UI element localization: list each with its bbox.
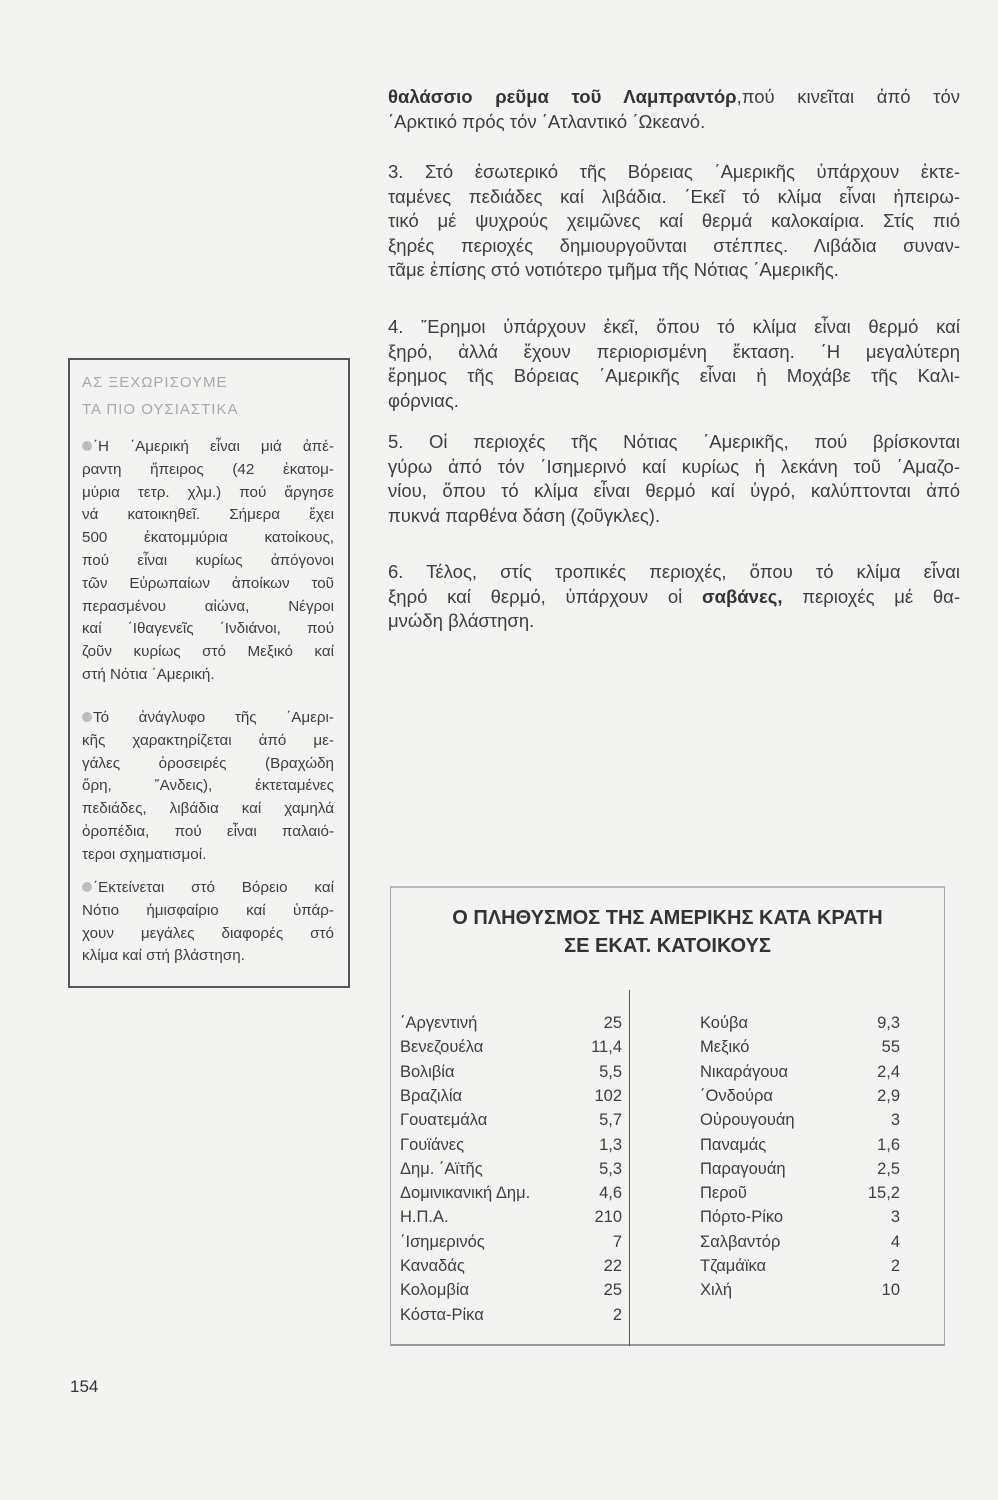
- text-segment: νίου, ὅπου τό κλίμα εἶναι θερμό καί ὑγρό, καλύπτονται ἀπό: [388, 480, 960, 502]
- text-line: [388, 258, 960, 283]
- population-value: 2: [890, 1257, 900, 1275]
- text-line: [82, 707, 334, 730]
- text-segment: ὀροπέδια, πού εἶναι παλαιό-: [82, 822, 334, 840]
- country-name: Δημ. ΄Αϊτῆς: [400, 1159, 483, 1178]
- text-line: [388, 585, 960, 610]
- text-segment: ζοῦν κυρίως στό Μεξικό καί: [82, 643, 334, 661]
- text-line: [82, 730, 334, 753]
- population-value: 10: [881, 1281, 900, 1300]
- country-name: Τζαμάϊκα: [700, 1257, 767, 1275]
- text-segment: ,πού κινεῖται ἀπό τόν: [736, 86, 960, 107]
- table-row: [400, 1306, 622, 1330]
- paragraph: [388, 430, 960, 528]
- text-segment: 5. Οἱ περιοχές τῆς Νότιας ΄Αμερικῆς, πού βρίσκονται: [388, 431, 960, 452]
- population-value: 4,6: [599, 1184, 622, 1203]
- population-value: 9,3: [877, 1014, 900, 1032]
- summary-point: [82, 877, 334, 968]
- table-row: [700, 1257, 900, 1281]
- country-name: Πόρτο-Ρίκο: [700, 1208, 784, 1227]
- population-value: 5,3: [599, 1159, 622, 1178]
- country-name: ΄Ισημερινός: [400, 1232, 485, 1251]
- text-line: [388, 340, 960, 365]
- population-value: 2: [612, 1305, 622, 1324]
- population-value: 25: [603, 1014, 622, 1032]
- table-row: [700, 1233, 900, 1257]
- text-line: [388, 455, 960, 480]
- text-segment: ΄Η ΄Αμερική εἶναι μιά ἀπέ-: [93, 438, 334, 455]
- table-row: [700, 1160, 900, 1184]
- table-title-line-1: Ο ΠΛΗΘΥΣΜΟΣ ΤΗΣ ΑΜΕΡΙΚΗΣ ΚΑΤΑ ΚΡΑΤΗ: [452, 907, 883, 929]
- population-value: 1,6: [877, 1135, 900, 1154]
- table-row: [700, 1281, 900, 1305]
- table-row: [700, 1111, 900, 1135]
- table-row: [400, 1087, 622, 1111]
- text-segment: μνώδη βλάστηση.: [388, 610, 535, 632]
- text-segment: ΄Αρκτικό πρός τόν ΄Ατλαντικό ΄Ωκεανό.: [388, 110, 706, 132]
- country-name: Μεξικό: [700, 1038, 750, 1057]
- table-row: [700, 1014, 900, 1038]
- text-segment: ξηρό, ἀλλά ἔχουν περιορισμένη ἔκταση. ΄Η μεγαλύτερη: [388, 340, 960, 362]
- country-name: Δομινικανική Δημ.: [400, 1184, 531, 1203]
- text-line: [388, 160, 960, 185]
- table-row: [700, 1184, 900, 1208]
- text-line: [388, 85, 960, 110]
- text-segment: γύρω ἀπό τόν ΄Ισημερινό καί κυρίως ἡ λεκάνη τοῦ ΄Αμαζο-: [388, 455, 960, 477]
- country-name: Βολιβία: [400, 1062, 455, 1081]
- table-row: [400, 1014, 622, 1038]
- text-line: [82, 482, 334, 505]
- text-segment: γάλες ὀροσειρές (Βραχώδη: [82, 754, 334, 772]
- table-row: [700, 1208, 900, 1232]
- population-value: 7: [612, 1232, 622, 1251]
- text-segment: μύρια τετρ. χλμ.) πού ἄργησε: [82, 483, 334, 501]
- text-line: [388, 504, 960, 529]
- text-line: [82, 664, 334, 687]
- text-segment: ΄Εκτείνεται στό Βόρειο καί: [93, 879, 334, 896]
- paragraph: [388, 160, 960, 283]
- table-row: [400, 1136, 622, 1160]
- population-value: 25: [603, 1281, 622, 1300]
- country-name: Σαλβαντόρ: [700, 1232, 781, 1251]
- country-name: Καναδάς: [400, 1257, 465, 1275]
- country-name: Η.Π.Α.: [400, 1208, 449, 1227]
- country-name: ΄Ονδούρα: [700, 1086, 773, 1105]
- country-name: Γουϊάνες: [400, 1135, 465, 1154]
- population-value: 55: [881, 1038, 900, 1057]
- country-name: Οὐρουγουάη: [700, 1111, 795, 1130]
- table-row: [400, 1160, 622, 1184]
- paragraph: [388, 85, 960, 134]
- text-segment: κῆς χαρακτηρίζεται ἀπό με-: [82, 731, 334, 749]
- population-value: 3: [890, 1111, 900, 1130]
- text-segment: νά κατοικηθεῖ. Σήμερα ἔχει: [82, 506, 334, 524]
- text-segment: ἔρημος τῆς Βόρειας ΄Αμερικῆς εἶναι ἡ Μοχάβε τῆς Καλι-: [388, 365, 960, 387]
- population-value: 1,3: [599, 1135, 622, 1154]
- text-segment: τικό μέ ψυχρούς χειμῶνες καί θερμά καλοκαίρια. Στίς πιό: [388, 210, 960, 232]
- text-line: [82, 775, 334, 798]
- paragraph: [388, 560, 960, 634]
- text-line: [82, 945, 334, 968]
- summary-heading-line-1: ΑΣ ΞΕΧΩΡΙΣΟΥΜΕ: [82, 374, 228, 391]
- text-line: [388, 430, 960, 455]
- text-line: [82, 596, 334, 619]
- text-line: [82, 504, 334, 527]
- country-name: Κόστα-Ρίκα: [400, 1305, 484, 1324]
- table-row: [700, 1063, 900, 1087]
- text-segment: πού εἶναι κυρίως ἀπόγονοι: [82, 551, 334, 569]
- text-line: [82, 573, 334, 596]
- text-line: [388, 110, 960, 135]
- table-row: [700, 1087, 900, 1111]
- country-name: Βραζιλία: [400, 1086, 463, 1105]
- table-row: [700, 1136, 900, 1160]
- text-line: [82, 821, 334, 844]
- country-name: Βενεζουέλα: [400, 1038, 484, 1057]
- text-segment: 500 ἑκατομμύρια κατοίκους,: [82, 529, 334, 547]
- population-value: 3: [890, 1208, 900, 1227]
- text-line: [82, 641, 334, 664]
- text-segment: Τό ἀνάγλυφο τῆς ΄Αμερι-: [93, 709, 334, 726]
- population-value: 22: [603, 1257, 622, 1275]
- table-row: [400, 1038, 622, 1062]
- text-segment: 6. Τέλος, στίς τροπικές περιοχές, ὅπου τό κλίμα εἶναι: [388, 561, 960, 582]
- text-line: [82, 618, 334, 641]
- text-segment: κλίμα καί στή βλάστηση.: [82, 947, 245, 965]
- text-segment: Νότιο ἡμισφαίριο καί ὑπάρ-: [82, 901, 334, 919]
- country-name: Κολομβία: [400, 1281, 470, 1300]
- text-segment: πυκνά παρθένα δάση (ζοῦγκλες).: [388, 504, 661, 526]
- text-segment: τᾶμε ἐπίσης στό νοτιότερο τμῆμα τῆς Νότιας ΄Αμερικῆς.: [388, 259, 839, 281]
- table-row: [700, 1038, 900, 1062]
- text-segment: τῶν Εὐρωπαίων ἀποίκων τοῦ: [82, 574, 334, 592]
- text-line: [82, 844, 334, 867]
- population-value: 210: [594, 1208, 622, 1227]
- text-line: [82, 459, 334, 482]
- country-name: Κούβα: [700, 1014, 749, 1032]
- country-name: Παραγουάη: [700, 1159, 786, 1178]
- bullet-icon: [82, 712, 92, 722]
- table-column-divider: [629, 990, 630, 1346]
- table-row: [400, 1257, 622, 1281]
- text-segment: περασμένου αἰώνα, Νέγροι: [82, 597, 334, 615]
- population-value: 15,2: [867, 1184, 900, 1203]
- text-line: [82, 877, 334, 900]
- text-line: [388, 364, 960, 389]
- bullet-icon: [82, 441, 92, 451]
- population-value: 11,4: [591, 1038, 622, 1057]
- country-name: ΄Αργεντινή: [400, 1014, 478, 1032]
- text-line: [388, 234, 960, 259]
- text-segment: φόρνιας.: [388, 389, 459, 411]
- text-segment: 4. ῎Ερημοι ὑπάρχουν ἐκεῖ, ὅπου τό κλίμα εἶναι θερμό καί: [388, 316, 960, 337]
- text-segment: ὄρη, ῎Ανδεις), ἐκτεταμένες: [82, 777, 334, 795]
- text-line: [82, 900, 334, 923]
- table-row: [400, 1208, 622, 1232]
- population-value: 2,4: [877, 1062, 900, 1081]
- table-row: [400, 1111, 622, 1135]
- summary-point: [82, 436, 334, 687]
- summary-point: [82, 707, 334, 867]
- bold-term: θαλάσσιο ρεῦμα τοῦ Λαμπραντόρ: [388, 86, 737, 107]
- bold-term: σαβάνες,: [701, 585, 783, 607]
- text-line: [388, 389, 960, 414]
- text-segment: στή Νότια ΄Αμερική.: [82, 665, 215, 683]
- text-segment: 3. Στό ἐσωτερικό τῆς Βόρειας ΄Αμερικῆς ὑπάρχουν ἐκτε-: [388, 161, 960, 182]
- population-value: 102: [594, 1086, 622, 1105]
- paragraph: [388, 315, 960, 413]
- population-value: 4: [890, 1232, 900, 1251]
- bullet-icon: [82, 882, 92, 892]
- text-line: [82, 923, 334, 946]
- text-line: [82, 527, 334, 550]
- text-segment: καί ΄Ιθαγενεῖς ΄Ινδιάνοι, πού: [82, 620, 334, 638]
- summary-heading-line-2: ΤΑ ΠΙΟ ΟΥΣΙΑΣΤΙΚΑ: [82, 401, 239, 418]
- table-row: [400, 1063, 622, 1087]
- text-line: [388, 479, 960, 504]
- text-line: [388, 185, 960, 210]
- table-row: [400, 1184, 622, 1208]
- text-segment: περιοχές μέ θα-: [782, 585, 960, 607]
- text-segment: ραντη ἤπειρος (42 ἑκατομ-: [82, 460, 334, 478]
- text-line: [82, 550, 334, 573]
- country-name: Χιλή: [700, 1281, 733, 1300]
- country-name: Περοῦ: [700, 1184, 747, 1203]
- text-line: [388, 315, 960, 340]
- text-segment: χουν μεγάλες διαφορές στό: [82, 924, 334, 942]
- text-line: [82, 436, 334, 459]
- text-line: [388, 209, 960, 234]
- population-value: 2,9: [877, 1086, 900, 1105]
- population-value: 5,5: [599, 1062, 622, 1081]
- table-row: [400, 1233, 622, 1257]
- text-segment: ξηρό καί θερμό, ὑπάρχουν οἱ: [388, 585, 702, 607]
- text-segment: τεροι σχηματισμοί.: [82, 845, 207, 863]
- text-line: [388, 560, 960, 585]
- text-segment: ξηρές περιοχές δημιουργοῦνται στέππες. Λιβάδια συναν-: [388, 234, 960, 256]
- text-segment: ταμένες πεδιάδες καί λιβάδια. ΄Εκεῖ τό κλίμα εἶναι ἠπειρω-: [388, 185, 960, 207]
- text-segment: πεδιάδες, λιβάδια καί χαμηλά: [82, 800, 334, 818]
- country-name: Παναμάς: [700, 1135, 767, 1154]
- population-value: 2,5: [877, 1159, 900, 1178]
- text-line: [82, 798, 334, 821]
- text-line: [388, 609, 960, 634]
- page-number: 154: [70, 1377, 99, 1396]
- text-line: [82, 753, 334, 776]
- population-value: 5,7: [599, 1111, 622, 1130]
- country-name: Νικαράγουα: [700, 1062, 789, 1081]
- table-row: [400, 1281, 622, 1305]
- country-name: Γουατεμάλα: [400, 1111, 488, 1130]
- table-title-line-2: ΣΕ ΕΚΑΤ. ΚΑΤΟΙΚΟΥΣ: [564, 935, 771, 957]
